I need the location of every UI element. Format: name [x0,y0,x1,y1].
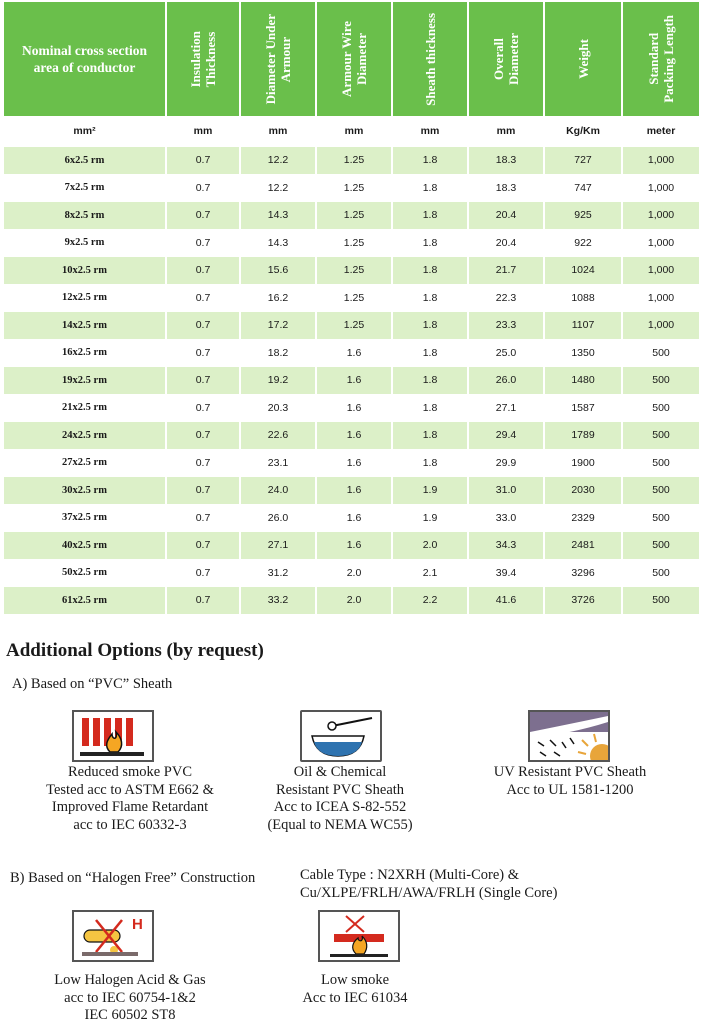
table-cell: 14.3 [241,229,315,257]
table-row [4,201,699,229]
unit-cell: mm² [4,116,165,146]
table-cell: 2.1 [393,559,467,587]
table-cell: 0.7 [167,284,239,312]
table-cell: 1.8 [393,201,467,229]
table-cell: 500 [623,449,699,477]
table-cell: 1.8 [393,339,467,367]
table-cell: 1.8 [393,311,467,339]
conductor-size-cell: 19x2.5 rm [4,366,165,394]
table-cell: 1.8 [393,421,467,449]
table-cell: 2.2 [393,586,467,614]
table-cell: 0.7 [167,586,239,614]
cable-spec-table [2,2,701,614]
header-diameter-under-armour: Diameter Under Armour [241,2,315,116]
table-cell: 0.7 [167,421,239,449]
table-cell: 18.3 [469,174,543,202]
table-cell: 1.8 [393,229,467,257]
table-cell: 1.8 [393,366,467,394]
table-cell: 26.0 [241,504,315,532]
conductor-size-cell: 61x2.5 rm [4,586,165,614]
table-cell: 0.7 [167,366,239,394]
table-cell: 500 [623,476,699,504]
table-cell: 18.3 [469,146,543,174]
conductor-size-cell: 7x2.5 rm [4,174,165,202]
section-b-title: B) Based on “Halogen Free” Construction [10,870,256,886]
table-cell: 2030 [545,476,621,504]
table-cell: 3296 [545,559,621,587]
table-row [4,394,699,422]
table-cell: 1.9 [393,476,467,504]
table-cell: 0.7 [167,174,239,202]
table-cell: 1.8 [393,174,467,202]
table-cell: 23.1 [241,449,315,477]
table-cell: 21.7 [469,256,543,284]
table-cell: 1.25 [317,284,391,312]
table-body [4,116,699,614]
header-armour-wire-diameter: Armour Wire Diameter [317,2,391,116]
table-row [4,339,699,367]
table-cell: 33.0 [469,504,543,532]
table-cell: 31.0 [469,476,543,504]
table-row [4,476,699,504]
table-cell: 727 [545,146,621,174]
section-a-title: A) Based on “PVC” Sheath [12,676,173,692]
table-cell: 1,000 [623,311,699,339]
conductor-size-cell: 21x2.5 rm [4,394,165,422]
table-cell: 23.3 [469,311,543,339]
header-sheath-thickness: Sheath thickness [393,2,467,116]
conductor-size-cell: 30x2.5 rm [4,476,165,504]
table-cell: 2.0 [393,531,467,559]
table-header-row [4,2,699,116]
table-cell: 1,000 [623,229,699,257]
table-cell: 17.2 [241,311,315,339]
conductor-size-cell: 14x2.5 rm [4,311,165,339]
table-cell: 33.2 [241,586,315,614]
table-cell: 1.25 [317,229,391,257]
header-insulation-thickness: Insulation Thickness [167,2,239,116]
table-cell: 500 [623,559,699,587]
table-cell: 29.9 [469,449,543,477]
table-cell: 922 [545,229,621,257]
table-cell: 0.7 [167,201,239,229]
table-cell: 1587 [545,394,621,422]
conductor-size-cell: 37x2.5 rm [4,504,165,532]
table-row [4,229,699,257]
table-cell: 24.0 [241,476,315,504]
table-row [4,256,699,284]
conductor-size-cell: 10x2.5 rm [4,256,165,284]
table-cell: 1.8 [393,284,467,312]
table-cell: 29.4 [469,421,543,449]
table-cell: 0.7 [167,339,239,367]
table-cell: 16.2 [241,284,315,312]
table-cell: 1.6 [317,339,391,367]
table-cell: 25.0 [469,339,543,367]
table-cell: 1.6 [317,504,391,532]
unit-cell: mm [241,116,315,146]
table-cell: 3726 [545,586,621,614]
table-cell: 1.8 [393,449,467,477]
unit-cell: mm [393,116,467,146]
flame-barrier-caption: Reduced smoke PVC Tested acc to ASTM E662 & Improved Flame Retardant acc to IEC 60332-3 [46,764,214,833]
conductor-size-cell: 24x2.5 rm [4,421,165,449]
sun-uv-icon [528,710,610,762]
table-cell: 1900 [545,449,621,477]
conductor-size-cell: 9x2.5 rm [4,229,165,257]
table-row [4,586,699,614]
table-cell: 1.9 [393,504,467,532]
table-row [4,559,699,587]
table-cell: 31.2 [241,559,315,587]
table-cell: 1.8 [393,394,467,422]
table-cell: 2481 [545,531,621,559]
table-cell: 15.6 [241,256,315,284]
table-row [4,174,699,202]
table-cell: 925 [545,201,621,229]
table-cell: 20.4 [469,229,543,257]
table-cell: 0.7 [167,311,239,339]
options-heading: Additional Options (by request) [6,640,264,661]
table-cell: 34.3 [469,531,543,559]
table-cell: 1,000 [623,284,699,312]
table-row [4,504,699,532]
table-row [4,449,699,477]
table-cell: 20.3 [241,394,315,422]
table-cell: 18.2 [241,339,315,367]
table-cell: 19.2 [241,366,315,394]
table-cell: 22.3 [469,284,543,312]
table-cell: 2.0 [317,586,391,614]
table-cell: 0.7 [167,476,239,504]
table-cell: 500 [623,339,699,367]
header-overall-diameter: Overall Diameter [469,2,543,116]
table-cell: 1789 [545,421,621,449]
table-cell: 0.7 [167,394,239,422]
table-cell: 1.6 [317,421,391,449]
table-cell: 1.25 [317,256,391,284]
table-cell: 1,000 [623,146,699,174]
halogen-crossed-icon [72,910,154,962]
table-cell: 0.7 [167,504,239,532]
table-cell: 1.25 [317,201,391,229]
table-cell: 22.6 [241,421,315,449]
table-cell: 1.6 [317,366,391,394]
table-cell: 1088 [545,284,621,312]
conductor-size-cell: 6x2.5 rm [4,146,165,174]
table-cell: 27.1 [469,394,543,422]
conductor-size-cell: 40x2.5 rm [4,531,165,559]
table-cell: 27.1 [241,531,315,559]
low-smoke-caption: Low smoke Acc to IEC 61034 [302,972,408,1006]
table-cell: 39.4 [469,559,543,587]
unit-cell: Kg/Km [545,116,621,146]
low-smoke-icon [318,910,400,962]
cable-type-text: Cable Type : N2XRH (Multi-Core) & Cu/XLPE/FRLH/AWA/FRLH (Single Core) [300,867,558,901]
header-conductor-area: Nominal cross section area of conductor [4,2,165,116]
table-cell: 1024 [545,256,621,284]
conductor-size-cell: 8x2.5 rm [4,201,165,229]
table-cell: 0.7 [167,229,239,257]
table-cell: 20.4 [469,201,543,229]
units-row [4,116,699,146]
table-cell: 0.7 [167,559,239,587]
oil-bowl-icon [300,710,382,762]
table-cell: 1350 [545,339,621,367]
table-row [4,284,699,312]
table-cell: 1480 [545,366,621,394]
unit-cell: meter [623,116,699,146]
conductor-size-cell: 50x2.5 rm [4,559,165,587]
table-cell: 0.7 [167,146,239,174]
low-halogen-caption: Low Halogen Acid & Gas acc to IEC 60754-1&2 IEC 60502 ST8 [54,972,206,1023]
table-cell: 1.8 [393,146,467,174]
table-cell: 0.7 [167,449,239,477]
table-cell: 500 [623,504,699,532]
table-cell: 41.6 [469,586,543,614]
table-cell: 1.8 [393,256,467,284]
conductor-size-cell: 16x2.5 rm [4,339,165,367]
table-cell: 1.25 [317,311,391,339]
table-cell: 1107 [545,311,621,339]
table-cell: 1,000 [623,174,699,202]
table-cell: 14.3 [241,201,315,229]
table-cell: 12.2 [241,174,315,202]
table-cell: 1.6 [317,531,391,559]
unit-cell: mm [167,116,239,146]
table-row [4,146,699,174]
conductor-size-cell: 12x2.5 rm [4,284,165,312]
table-cell: 500 [623,394,699,422]
table-row [4,531,699,559]
conductor-size-cell: 27x2.5 rm [4,449,165,477]
table-cell: 747 [545,174,621,202]
table-cell: 1.25 [317,146,391,174]
table-cell: 0.7 [167,256,239,284]
table-cell: 1.6 [317,476,391,504]
table-cell: 2.0 [317,559,391,587]
table-cell: 500 [623,366,699,394]
halogen-badge: H [132,916,143,933]
table-cell: 500 [623,531,699,559]
table-row [4,421,699,449]
unit-cell: mm [317,116,391,146]
table-cell: 500 [623,421,699,449]
unit-cell: mm [469,116,543,146]
table-cell: 12.2 [241,146,315,174]
table-cell: 1.6 [317,449,391,477]
table-cell: 500 [623,586,699,614]
header-weight: Weight [545,2,621,116]
table-cell: 2329 [545,504,621,532]
table-row [4,366,699,394]
table-cell: 1,000 [623,256,699,284]
table-cell: 0.7 [167,531,239,559]
header-packing-length: Standard Packing Length [623,2,699,116]
table-cell: 1.6 [317,394,391,422]
table-cell: 26.0 [469,366,543,394]
uv-resistant-caption: UV Resistant PVC Sheath Acc to UL 1581-1200 [493,764,647,798]
oil-chemical-caption: Oil & Chemical Resistant PVC Sheath Acc to ICEA S-82-552 (Equal to NEMA WC55) [267,764,413,833]
table-cell: 1.25 [317,174,391,202]
table-cell: 1,000 [623,201,699,229]
flame-barrier-icon [72,710,154,762]
table-row [4,311,699,339]
